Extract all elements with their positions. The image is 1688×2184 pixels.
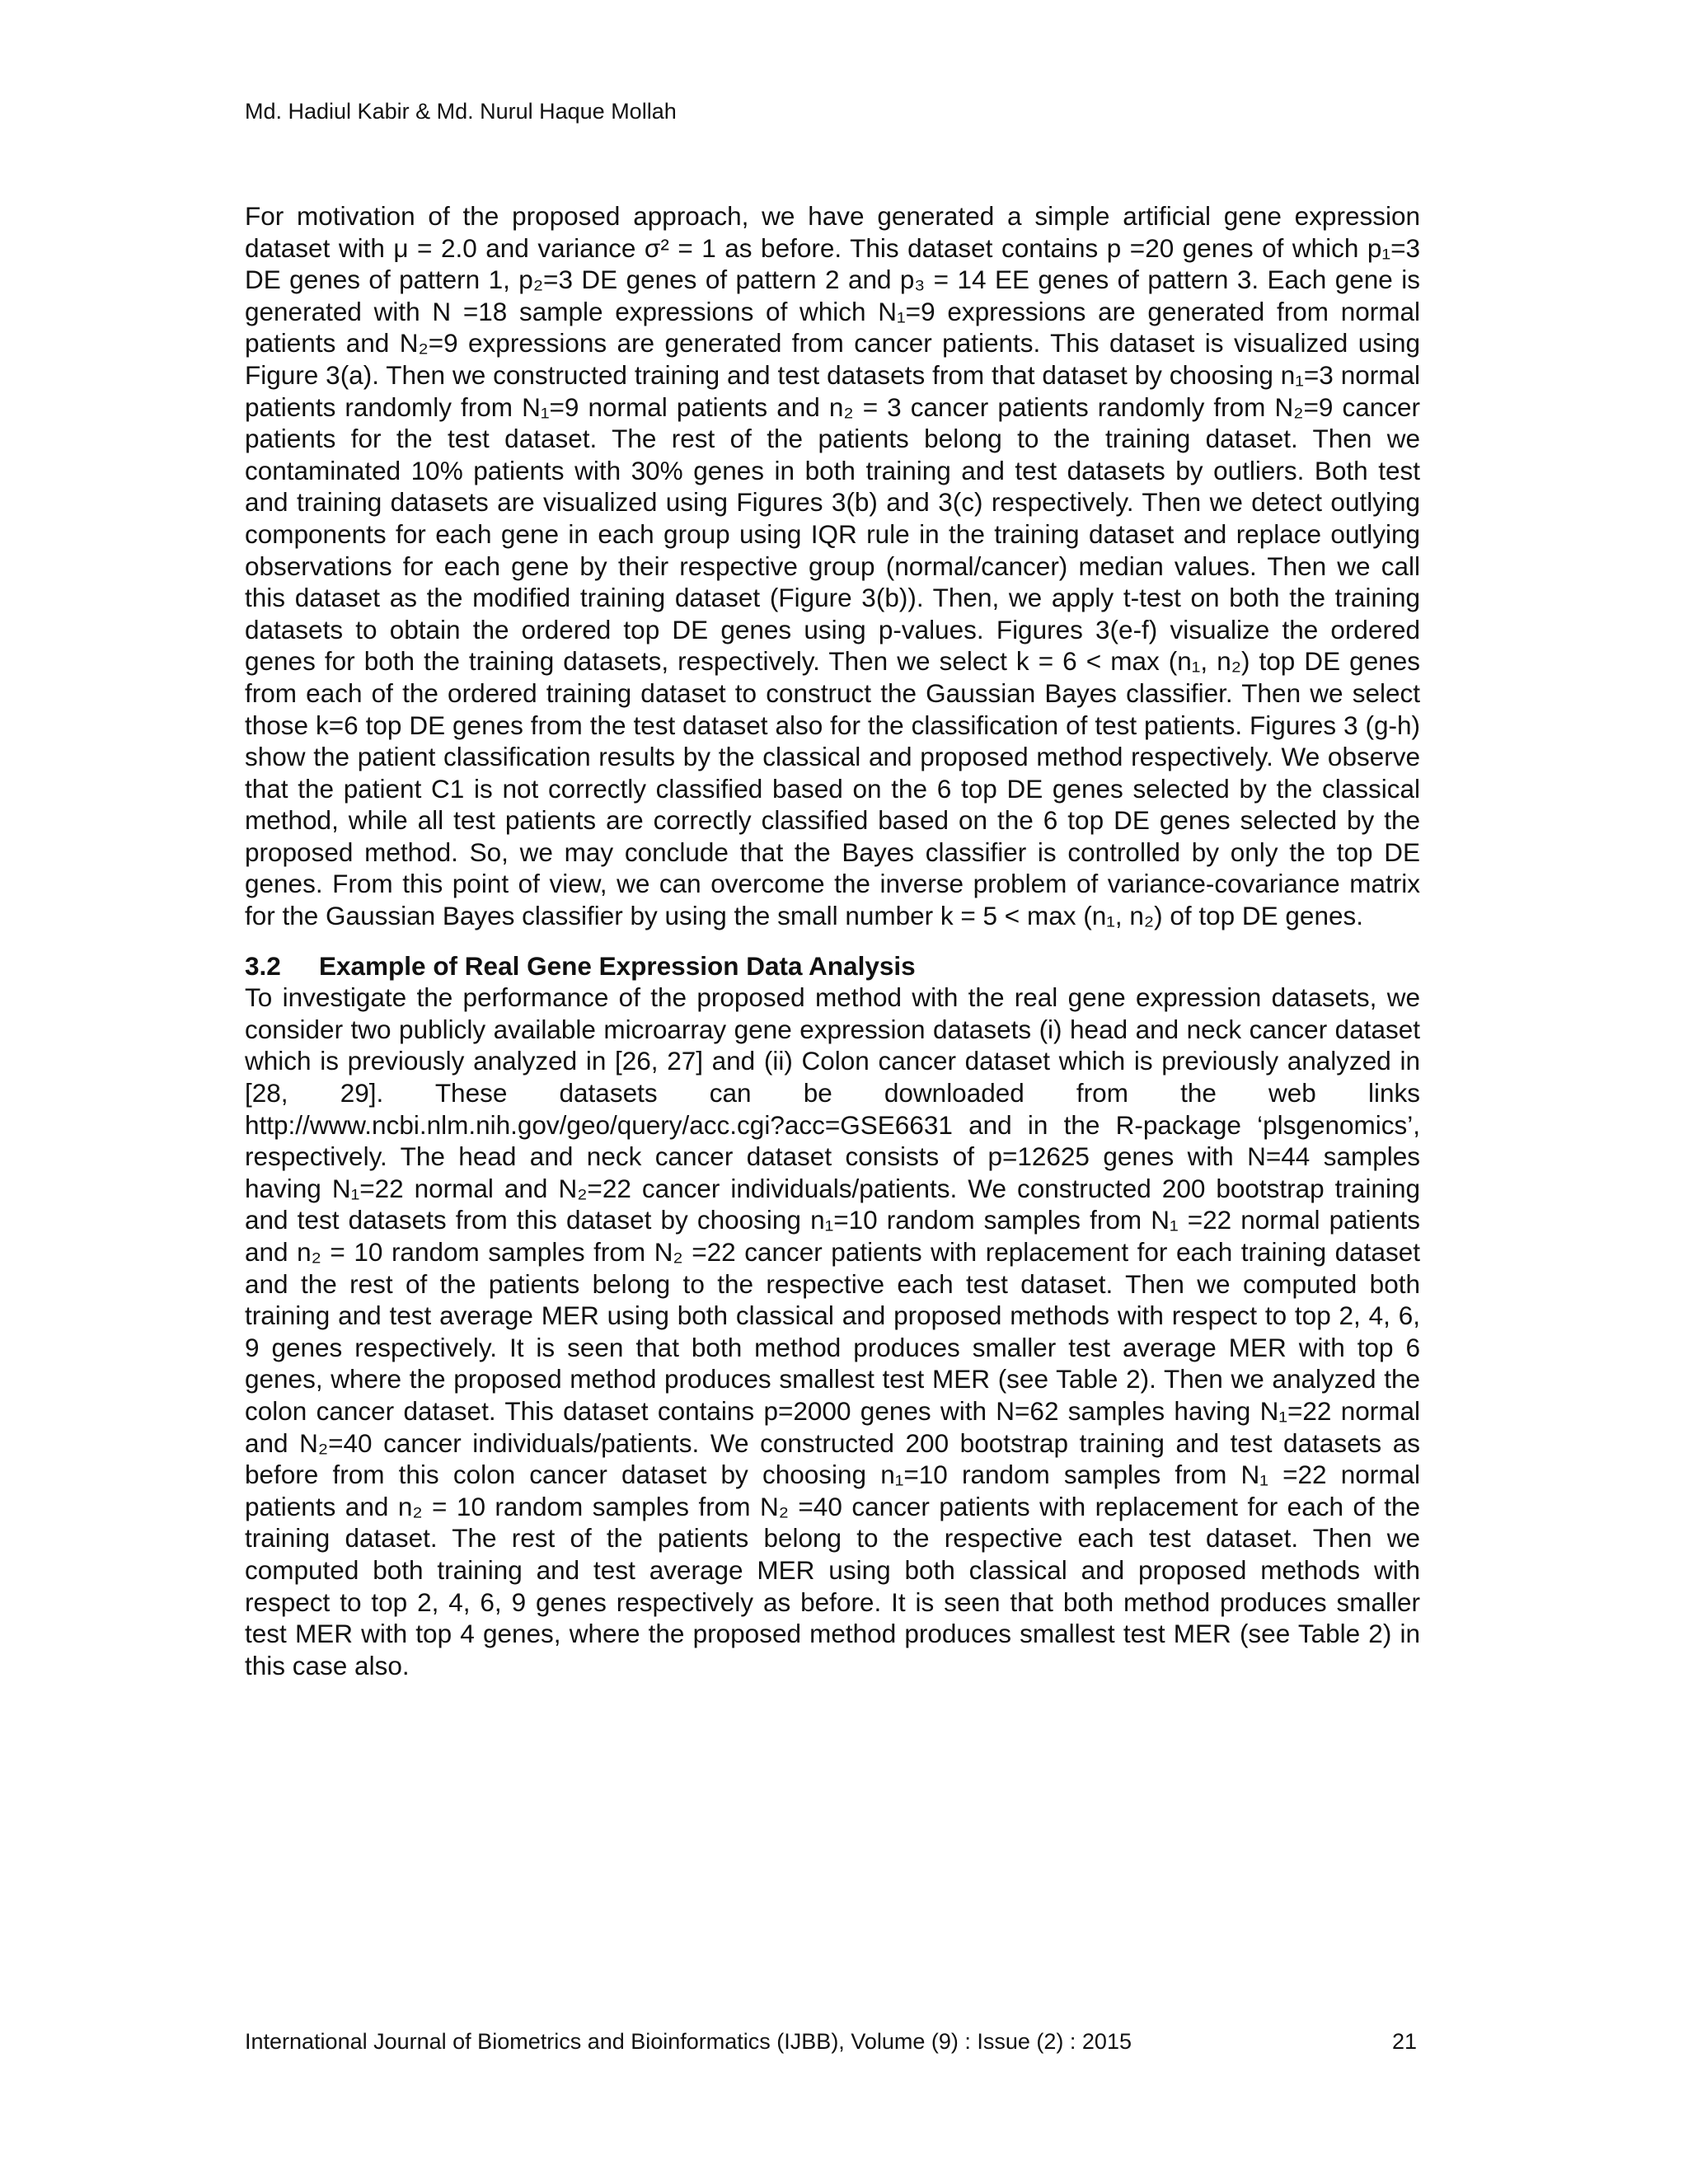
page-footer — [245, 2027, 1420, 2055]
page-number: 21 — [1391, 2029, 1417, 2054]
journal-citation: International Journal of Biometrics and Bioinformatics (IJBB), Volume (9) : Issue (2) : 2015 — [245, 2029, 1132, 2054]
section-title: Example of Real Gene Expression Data Analysis — [319, 950, 916, 981]
section-heading — [245, 950, 1420, 982]
body-paragraph-1: For motivation of the proposed approach, we have generated a simple artificial gene expression dataset with μ = 2.0 and variance σ² = 1 as before. This dataset contains p =20 genes of which p₁=3 DE genes of pattern 1, p₂=3 DE genes of pattern 2 and p₃ = 14 EE genes of pattern 3. Each gene is generated with N =18 sample expressions of which N₁=9 expressions are generated from normal patients and N₂=9 expressions are generated from cancer patients. This dataset is visualized using Figure 3(a). Then we constructed training and test datasets from that dataset by choosing n₁=3 normal patients randomly from N₁=9 normal patients and n₂ = 3 cancer patients randomly from N₂=9 cancer patients for the test dataset. The rest of the patients belong to the training dataset. Then we contaminated 10% patients with 30% genes in both training and test datasets by outliers. Both test and training datasets are visualized using Figures 3(b) and 3(c) respectively. Then we detect outlying components for each gene in each group using IQR rule in the training dataset and replace outlying observations for each gene by their respective group (normal/cancer) median values. Then we call this dataset as the modified training dataset (Figure 3(b)). Then, we apply t-test on both the training datasets to obtain the ordered top DE genes using p-values. Figures 3(e-f) visualize the ordered genes for both the training datasets, respectively. Then we select k = 6 < max (n₁, n₂) top DE genes from each of the ordered training dataset to construct the Gaussian Bayes classifier. Then we select those k=6 top DE genes from the test dataset also for the classification of test patients. Figures 3 (g-h) show the patient classification results by the classical and proposed method respectively. We observe that the patient C1 is not correctly classified based on the 6 top DE genes selected by the classical method, while all test patients are correctly classified based on the 6 top DE genes selected by the proposed method. So, we may conclude that the Bayes classifier is controlled by only the top DE genes. From this point of view, we can overcome the inverse problem of variance-covariance matrix for the Gaussian Bayes classifier by using the small number k = 5 < max (n₁, n₂) of top DE genes. — [245, 201, 1420, 931]
running-head-authors: Md. Hadiul Kabir & Md. Nurul Haque Mollah — [245, 99, 677, 124]
body-paragraph-2: To investigate the performance of the proposed method with the real gene expression datasets, we consider two publicly available microarray gene expression datasets (i) head and neck cancer dataset which is previously analyzed in [26, 27] and (ii) Colon cancer dataset which is previously analyzed in [28, 29]. These datasets can be downloaded from the web links http://www.ncbi.nlm.nih.gov/geo/query/acc.cgi?acc=GSE6631 and in the R-package ‘plsgenomics’, respectively. The head and neck cancer dataset consists of p=12625 genes with N=44 samples having N₁=22 normal and N₂=22 cancer individuals/patients. We constructed 200 bootstrap training and test datasets from this dataset by choosing n₁=10 random samples from N₁ =22 normal patients and n₂ = 10 random samples from N₂ =22 cancer patients with replacement for each training dataset and the rest of the patients belong to the respective each test dataset. Then we computed both training and test average MER using both classical and proposed methods with respect to top 2, 4, 6, 9 genes respectively. It is seen that both method produces smaller test average MER with top 6 genes, where the proposed method produces smallest test MER (see Table 2). Then we analyzed the colon cancer dataset. This dataset contains p=2000 genes with N=62 samples having N₁=22 normal and N₂=40 cancer individuals/patients. We constructed 200 bootstrap training and test datasets as before from this colon cancer dataset by choosing n₁=10 random samples from N₁ =22 normal patients and n₂ = 10 random samples from N₂ =40 cancer patients with replacement for each of the training dataset. The rest of the patients belong to the respective each test dataset. Then we computed both training and test average MER using both classical and proposed methods with respect to top 2, 4, 6, 9 genes respectively as before. It is seen that both method produces smaller test MER with top 4 genes, where the proposed method produces smallest test MER (see Table 2) in this case also. — [245, 982, 1420, 1680]
main-content — [245, 200, 1420, 1681]
section-number: 3.2 — [245, 950, 281, 981]
